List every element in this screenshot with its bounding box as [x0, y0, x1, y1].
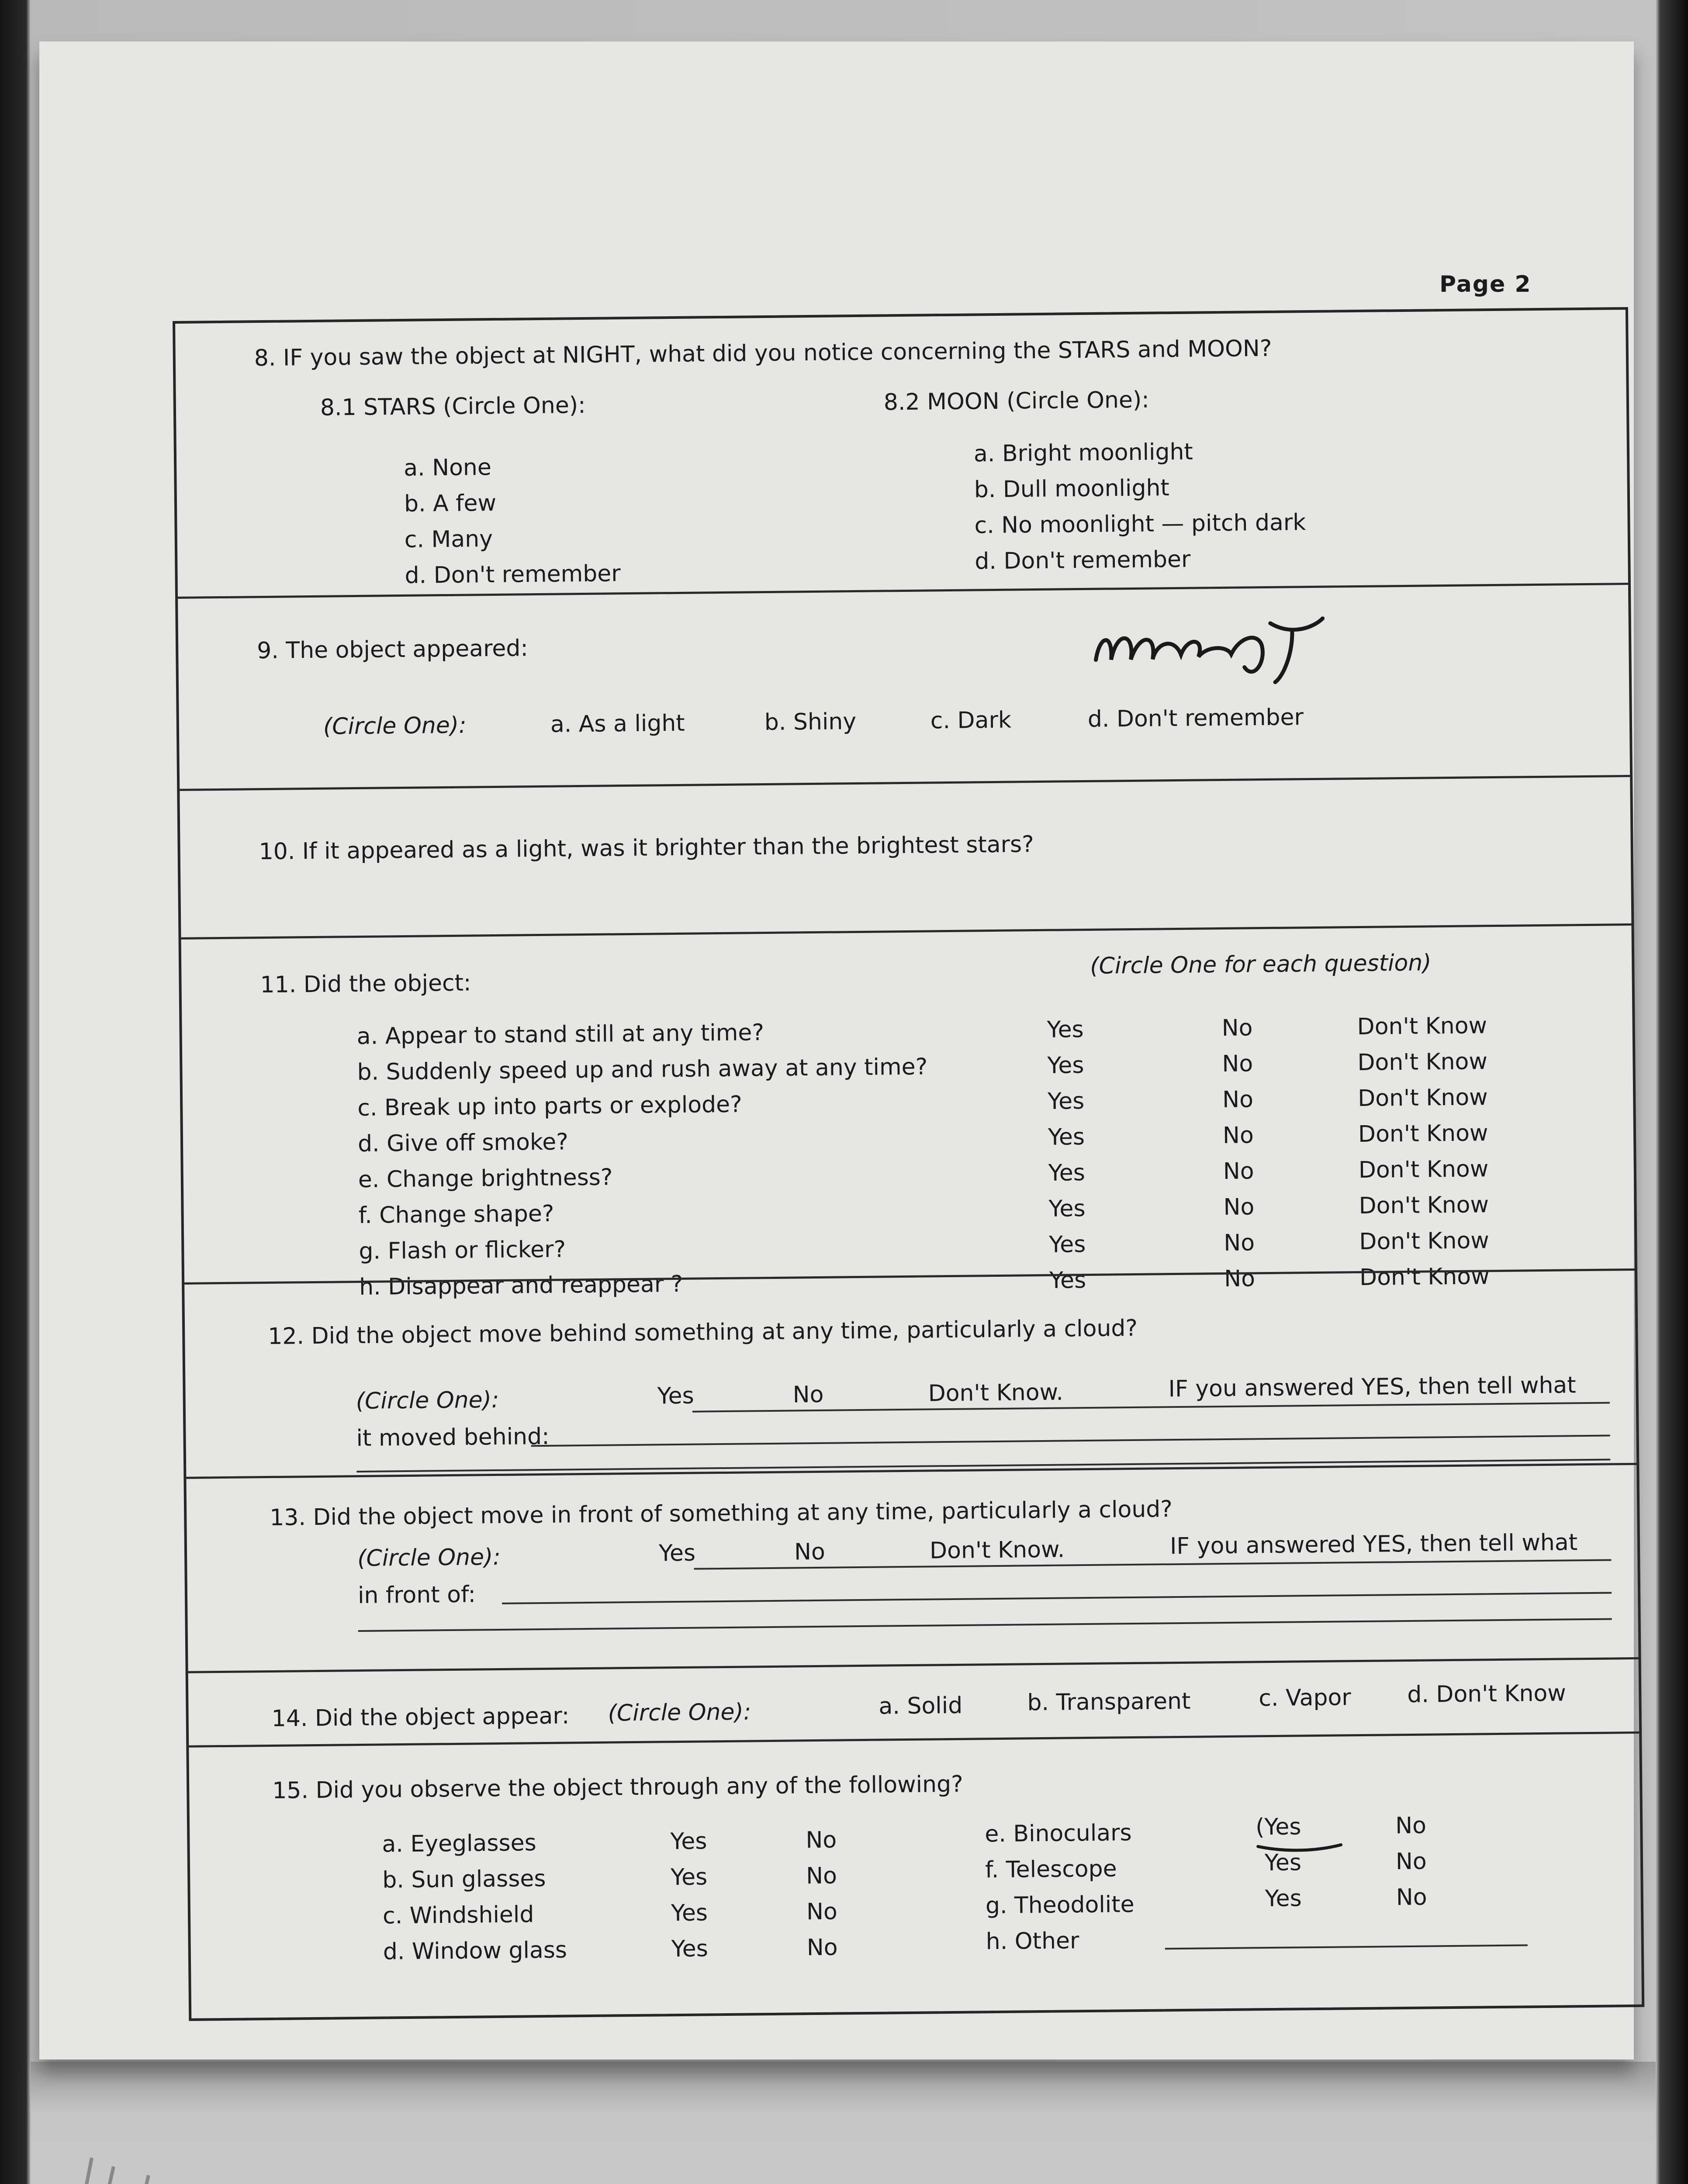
q9-option: d. Don't remember: [1087, 704, 1304, 733]
q13-yes[interactable]: Yes: [658, 1540, 696, 1567]
q9-option: a. As a light: [550, 710, 685, 738]
q8-moon-option: d. Don't remember: [975, 546, 1191, 575]
q11-no[interactable]: No: [1223, 1158, 1254, 1185]
q15-yes[interactable]: Yes: [1265, 1885, 1302, 1912]
q11-yes[interactable]: Yes: [1048, 1160, 1086, 1186]
q13-circle-one: (Circle One):: [357, 1544, 501, 1572]
q11-dont-know[interactable]: Don't Know: [1357, 1013, 1487, 1040]
q13-no[interactable]: No: [794, 1538, 826, 1565]
section-q12: [184, 1265, 1636, 1479]
section-q11: [181, 923, 1635, 1300]
q15-no[interactable]: No: [806, 1898, 838, 1925]
q15-yes-circled[interactable]: (Yes: [1255, 1814, 1301, 1841]
q13-answer-line: [694, 1559, 1611, 1570]
q11-dont-know[interactable]: Don't Know: [1359, 1192, 1489, 1220]
questionnaire-form: [173, 307, 1644, 2021]
q11-item: d. Give off smoke?: [357, 1129, 569, 1158]
q8-stars-option: c. Many: [404, 525, 493, 553]
q15-right-item: h. Other: [986, 1928, 1079, 1955]
q15-yes[interactable]: Yes: [670, 1864, 708, 1891]
q11-no[interactable]: No: [1224, 1230, 1255, 1256]
q11-yes[interactable]: Yes: [1048, 1196, 1086, 1222]
q11-no[interactable]: No: [1222, 1051, 1253, 1078]
q10-question: 10. If it appeared as a light, was it brighter than the brightest stars?: [259, 831, 1034, 865]
q13-dont-know[interactable]: Don't Know.: [929, 1536, 1065, 1564]
q15-other-line[interactable]: [1165, 1944, 1528, 1949]
q11-item: c. Break up into parts or explode?: [357, 1091, 742, 1122]
svg-text:many: many: [1087, 680, 1093, 682]
q14-circle-one: (Circle One):: [608, 1699, 751, 1727]
section-q9: [178, 583, 1630, 791]
scan-background: [31, 2062, 1656, 2184]
film-scratch-marks: [52, 2140, 166, 2184]
q15-left-item: a. Eyeglasses: [382, 1830, 536, 1858]
q15-no[interactable]: No: [806, 1827, 837, 1854]
q12-if-yes: IF you answered YES, then tell what: [1168, 1372, 1576, 1403]
q8-moon-option: a. Bright moonlight: [973, 439, 1193, 467]
form-page: [39, 41, 1634, 2060]
q12-no[interactable]: No: [792, 1381, 824, 1408]
q14-option[interactable]: c. Vapor: [1259, 1684, 1351, 1712]
q12-circle-one: (Circle One):: [356, 1386, 499, 1415]
q11-dont-know[interactable]: Don't Know: [1357, 1084, 1488, 1112]
q12-yes[interactable]: Yes: [657, 1382, 694, 1410]
q15-yes[interactable]: Yes: [671, 1935, 709, 1963]
q9-option: b. Shiny: [764, 708, 857, 736]
q8-stars-option: d. Don't remember: [405, 560, 621, 589]
q11-item: g. Flash or flicker?: [359, 1236, 566, 1265]
q9-question: 9. The object appeared:: [256, 635, 529, 664]
q13-question: 13. Did the object move in front of something at any time, particularly a cloud?: [270, 1496, 1173, 1531]
q11-no[interactable]: No: [1222, 1086, 1254, 1113]
section-q13: [186, 1463, 1638, 1673]
q13-answer-line[interactable]: [358, 1618, 1612, 1632]
q8-question: 8. IF you saw the object at NIGHT, what did you notice concerning the STARS and MOON?: [254, 335, 1272, 372]
q11-dont-know[interactable]: Don't Know: [1358, 1156, 1489, 1184]
section-q8: [175, 310, 1628, 597]
q11-yes[interactable]: Yes: [1049, 1267, 1086, 1294]
q13-in-front-of: in front of:: [357, 1581, 476, 1609]
q8-stars-option: a. None: [403, 454, 492, 481]
q15-right-item: f. Telescope: [985, 1856, 1117, 1883]
q11-question: 11. Did the object:: [260, 970, 471, 999]
q15-no[interactable]: No: [806, 1934, 838, 1961]
q11-item: e. Change brightness?: [358, 1164, 613, 1193]
q11-item: a. Appear to stand still at any time?: [356, 1019, 764, 1050]
q9-option: c. Dark: [930, 707, 1012, 734]
q15-left-item: d. Window glass: [383, 1937, 567, 1965]
handwritten-many: [1086, 605, 1332, 686]
section-q10: [180, 775, 1631, 940]
q14-option[interactable]: d. Don't Know: [1407, 1680, 1567, 1708]
q11-no[interactable]: No: [1222, 1122, 1254, 1149]
q14-option[interactable]: a. Solid: [879, 1692, 963, 1720]
q8-stars-option: b. A few: [404, 490, 497, 517]
q11-yes[interactable]: Yes: [1047, 1052, 1084, 1079]
q11-dont-know[interactable]: Don't Know: [1359, 1227, 1490, 1255]
q11-no[interactable]: No: [1223, 1194, 1255, 1221]
q15-no[interactable]: No: [1395, 1848, 1427, 1875]
q11-dont-know[interactable]: Don't Know: [1359, 1263, 1490, 1291]
q15-left-item: b. Sun glasses: [382, 1865, 546, 1894]
q11-no[interactable]: No: [1221, 1015, 1253, 1042]
q12-answer-line: [692, 1402, 1610, 1413]
q15-question: 15. Did you observe the object through any of the following?: [272, 1771, 963, 1804]
q8-moon-option: b. Dull moonlight: [974, 475, 1170, 503]
q11-item: f. Change shape?: [358, 1200, 554, 1229]
q11-yes[interactable]: Yes: [1047, 1016, 1084, 1043]
q15-yes[interactable]: Yes: [670, 1828, 707, 1855]
q8-moon-heading: 8.2 MOON (Circle One):: [883, 387, 1150, 416]
q15-no[interactable]: No: [1395, 1812, 1427, 1839]
q9-circle-one: (Circle One):: [323, 712, 467, 740]
q12-dont-know[interactable]: Don't Know.: [928, 1379, 1064, 1407]
q11-item: h. Disappear and reappear ?: [359, 1271, 683, 1300]
q11-dont-know[interactable]: Don't Know: [1357, 1048, 1488, 1076]
q15-no[interactable]: No: [806, 1863, 837, 1890]
q8-moon-option: c. No moonlight — pitch dark: [974, 509, 1306, 539]
q15-yes[interactable]: Yes: [1264, 1849, 1302, 1876]
q11-yes[interactable]: Yes: [1047, 1088, 1085, 1115]
q15-left-item: c. Windshield: [382, 1901, 534, 1929]
q14-option[interactable]: b. Transparent: [1027, 1688, 1191, 1716]
page-number: Page 2: [1439, 271, 1532, 297]
q15-right-item: g. Theodolite: [985, 1891, 1135, 1919]
section-q15: [189, 1731, 1642, 2018]
q12-question: 12. Did the object move behind something at any time, particularly a cloud?: [268, 1315, 1138, 1350]
q12-moved-behind: it moved behind:: [356, 1423, 550, 1452]
q13-answer-line[interactable]: [502, 1592, 1612, 1604]
q8-stars-heading: 8.1 STARS (Circle One):: [320, 392, 586, 421]
q15-right-item: e. Binoculars: [985, 1820, 1132, 1848]
q11-instruction: (Circle One for each question): [1090, 950, 1432, 979]
q11-yes[interactable]: Yes: [1048, 1124, 1085, 1151]
q15-yes[interactable]: Yes: [671, 1900, 708, 1927]
q11-no[interactable]: No: [1224, 1265, 1256, 1292]
q11-dont-know[interactable]: Don't Know: [1358, 1120, 1488, 1148]
q14-question: 14. Did the object appear:: [271, 1703, 570, 1732]
q12-answer-line[interactable]: [531, 1435, 1610, 1447]
q11-yes[interactable]: Yes: [1049, 1231, 1086, 1258]
q15-no[interactable]: No: [1396, 1884, 1427, 1911]
q11-item: b. Suddenly speed up and rush away at any time?: [357, 1054, 928, 1086]
q13-if-yes: IF you answered YES, then tell what: [1169, 1529, 1578, 1560]
